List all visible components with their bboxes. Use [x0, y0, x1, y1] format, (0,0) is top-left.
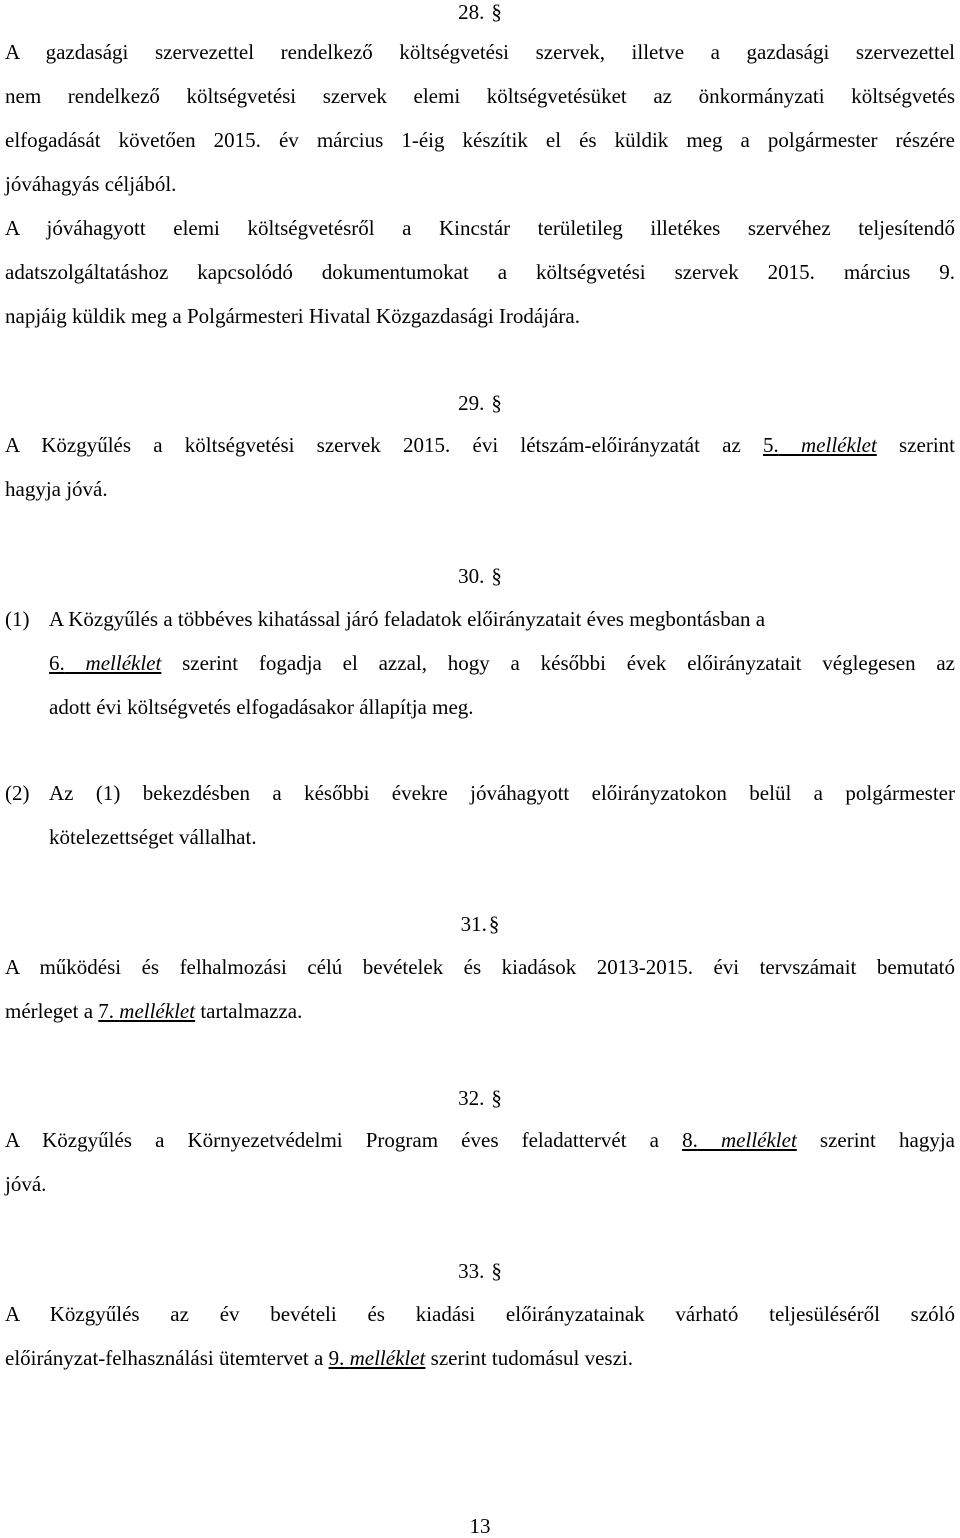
- paragraph-item-1: [5, 597, 955, 729]
- text-line: A jóváhagyott elemi költségvetésről a Kincstár területileg illetékes szervéhez teljesítendő: [5, 216, 955, 240]
- section-number: 32.: [458, 1086, 485, 1110]
- annex-number: 5.: [763, 433, 779, 457]
- text-fragment: előirányzat-felhasználási ütemtervet a: [5, 1346, 329, 1370]
- text-fragment: szerint fogadja el azzal, hogy a későbbi évek előirányzatait véglegesen az: [161, 651, 955, 675]
- text-line: elfogadását követően 2015. év március 1-éig készítik el és küldik meg a polgármester részére: [5, 128, 955, 152]
- annex-reference-link[interactable]: [98, 999, 195, 1023]
- text-fragment: tartalmazza.: [195, 999, 303, 1023]
- text-line: A Közgyűlés az év bevételi és kiadási előirányzatainak várható teljesüléséről szóló: [5, 1302, 955, 1326]
- section-heading-31: [0, 912, 960, 936]
- text-line: [5, 1336, 955, 1380]
- section-31-text: [5, 945, 955, 1033]
- annex-number: 7.: [98, 999, 115, 1023]
- paragraph-body: [49, 597, 955, 729]
- annex-reference-link[interactable]: [49, 651, 161, 675]
- text-line: adott évi költségvetés elfogadásakor állapítja meg.: [49, 695, 474, 719]
- text-line: napjáig küldik meg a Polgármesteri Hivatal Közgazdasági Irodájára.: [5, 304, 580, 328]
- text-line: nem rendelkező költségvetési szervek elemi költségvetésüket az önkormányzati költségvetés: [5, 84, 955, 108]
- annex-number: 8.: [682, 1128, 698, 1152]
- annex-word: melléklet: [85, 651, 162, 675]
- section-symbol: §: [491, 1259, 502, 1283]
- annex-reference-link[interactable]: [329, 1346, 426, 1370]
- section-number: 33.: [458, 1259, 485, 1283]
- page-number: 13: [469, 1514, 491, 1538]
- annex-number: 9.: [328, 1346, 345, 1370]
- annex-number: 6.: [49, 651, 65, 675]
- section-heading-29: [0, 391, 960, 415]
- section-number: 29.: [458, 391, 485, 415]
- text-line: jóvá.: [5, 1172, 47, 1196]
- paragraph-body: [49, 771, 955, 859]
- text-fragment: A Közgyűlés a költségvetési szervek 2015. évi létszám-előirányzatát az: [5, 433, 764, 457]
- annex-word: melléklet: [721, 1128, 797, 1152]
- text-line: kötelezettséget vállalhat.: [49, 825, 257, 849]
- section-number: 28.: [458, 0, 485, 24]
- text-line: jóváhagyás céljából.: [5, 172, 177, 196]
- section-symbol: §: [488, 912, 500, 936]
- section-28-text: [5, 30, 955, 338]
- section-symbol: §: [491, 1086, 502, 1110]
- text-line: adatszolgáltatáshoz kapcsolódó dokumentumokat a költségvetési szervek 2015. március 9.: [5, 260, 955, 284]
- section-heading-33: [0, 1259, 960, 1283]
- text-line: [5, 989, 955, 1033]
- paragraph-label: (1): [5, 607, 30, 631]
- text-line: hagyja jóvá.: [5, 477, 108, 501]
- section-symbol: §: [491, 391, 502, 415]
- annex-reference-link[interactable]: [682, 1128, 797, 1152]
- text-line: A működési és felhalmozási célú bevételek és kiadások 2013-2015. évi tervszámait bemutató: [5, 955, 955, 979]
- text-line: A gazdasági szervezettel rendelkező költségvetési szervek, illetve a gazdasági szervezettel: [5, 40, 955, 64]
- section-heading-28: [0, 0, 960, 24]
- section-symbol: §: [491, 564, 502, 588]
- section-number: 30.: [458, 564, 485, 588]
- text-fragment: szerint hagyja: [796, 1128, 955, 1152]
- annex-word: melléklet: [119, 999, 196, 1023]
- text-line: [5, 1118, 955, 1162]
- text-line: [5, 423, 955, 467]
- text-fragment: mérleget a: [5, 999, 99, 1023]
- section-32-text: [5, 1118, 955, 1206]
- annex-word: melléklet: [349, 1346, 426, 1370]
- section-33-text: [5, 1292, 955, 1380]
- section-number: 31.: [460, 912, 487, 936]
- text-fragment: szerint tudomásul veszi.: [425, 1346, 634, 1370]
- annex-word: melléklet: [801, 433, 877, 457]
- section-heading-30: [0, 564, 960, 588]
- annex-reference-link[interactable]: [763, 433, 877, 457]
- text-line: A Közgyűlés a többéves kihatással járó feladatok előirányzatait éves megbontásban a: [49, 607, 766, 631]
- text-line: [49, 641, 955, 685]
- paragraph-item-2: [5, 771, 955, 859]
- section-heading-32: [0, 1086, 960, 1110]
- text-line: Az (1) bekezdésben a későbbi évekre jóváhagyott előirányzatokon belül a polgármester: [49, 781, 955, 805]
- text-fragment: A Közgyűlés a Környezetvédelmi Program éves feladattervét a: [5, 1128, 683, 1152]
- section-symbol: §: [491, 0, 502, 24]
- text-fragment: szerint: [876, 433, 956, 457]
- section-29-text: [5, 423, 955, 511]
- paragraph-label: (2): [5, 781, 30, 805]
